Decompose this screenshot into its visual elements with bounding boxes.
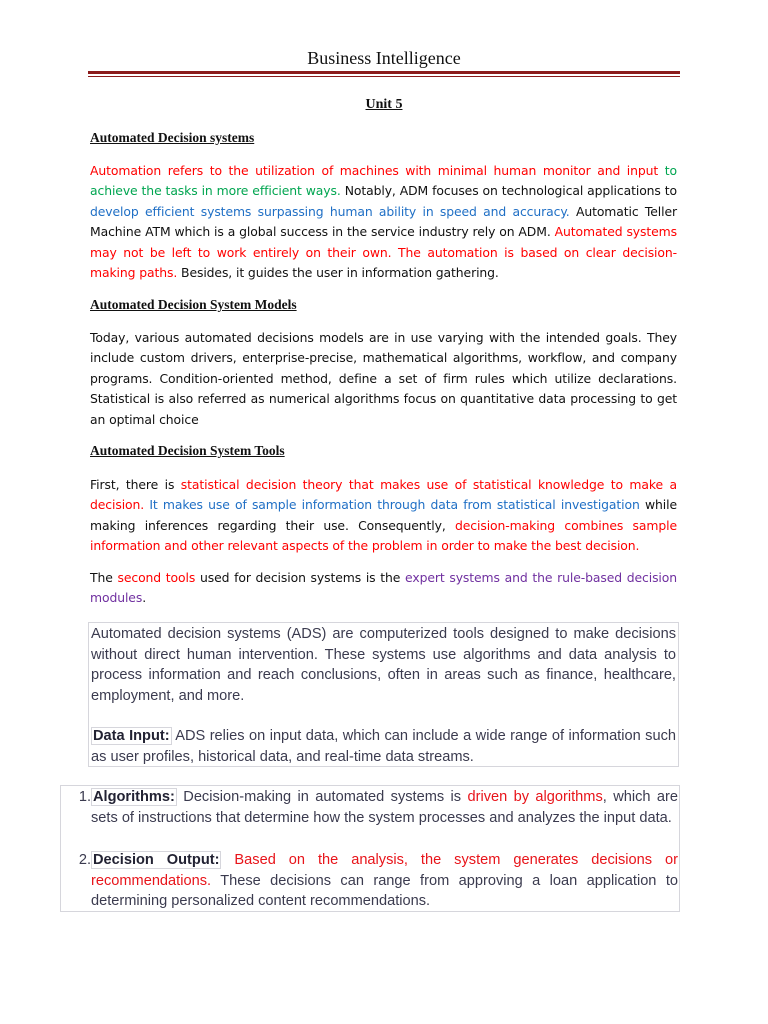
- header-rule-thin: [88, 76, 680, 77]
- list-number: 1.: [78, 789, 91, 805]
- section-heading-ads: Automated Decision systems: [90, 130, 255, 145]
- list-number: 2.: [78, 852, 91, 868]
- data-input-label: Data Input:: [93, 728, 170, 745]
- section-heading-models: Automated Decision System Models: [90, 297, 297, 312]
- page-header-title: Business Intelligence: [307, 48, 461, 68]
- unit-title: Unit 5: [365, 97, 403, 112]
- algorithms-label: Algorithms:: [93, 789, 175, 805]
- paragraph-tools-first: First, there is statistical decision theory that makes use of statistical knowledge to make a decision. It makes use of sample information through data from statistical investigation while making inferences regarding their use. Consequently, decision-making combines sample information and other relevant aspects of the problem in order to make the best decision.: [90, 477, 678, 554]
- paragraph-tools-second: The second tools used for decision systems is the expert systems and the rule-based decision modules.: [90, 570, 678, 606]
- ads-components-list: 1. Algorithms: Decision-making in automated systems is driven by algorithms, which are sets of instructions that determine how the system processes and analyzes the input data. 2. Decision Output: Based on the analysis, the system generates decisions or recommendations. These decisions can range from approving a loan application to determining personalized content recommendations.: [60, 785, 680, 912]
- decision-output-label: Decision Output:: [93, 852, 220, 868]
- paragraph-automation: Automation refers to the utilization of machines with minimal human monitor and input to achieve the tasks in more efficient ways. Notably, ADM focuses on technological applications to develop efficient systems surpassing human ability in speed and accuracy. Automatic Teller Machine ATM which is a global success in the service industry rely on ADM. Automated systems may not be left to work entirely on their own. The automation is based on clear decision-making paths. Besides, it guides the user in information gathering.: [90, 163, 677, 281]
- data-input-text: Data Input: ADS relies on input data, which can include a wide range of information such as user profiles, historical data, and real-time data streams.: [91, 728, 676, 765]
- paragraph-models: Today, various automated decisions models are in use varying with the intended goals. They include custom drivers, enterprise-precise, mathematical algorithms, workflow, and company programs. Condition-oriented method, define a set of firm rules which utilize declarations. Statistical is also referred as numerical algorithms focus on quantitative data processing to get an optimal choice: [90, 330, 677, 427]
- section-heading-tools: Automated Decision System Tools: [90, 443, 285, 458]
- ads-intro-text: Automated decision systems (ADS) are computerized tools designed to make decisions without direct human intervention. These systems use algorithms and data analysis to process information and reach conclusions, often in areas such as finance, healthcare, employment, and more.: [91, 626, 676, 704]
- header-rule-thick: [88, 71, 680, 74]
- ads-info-box: [88, 622, 679, 767]
